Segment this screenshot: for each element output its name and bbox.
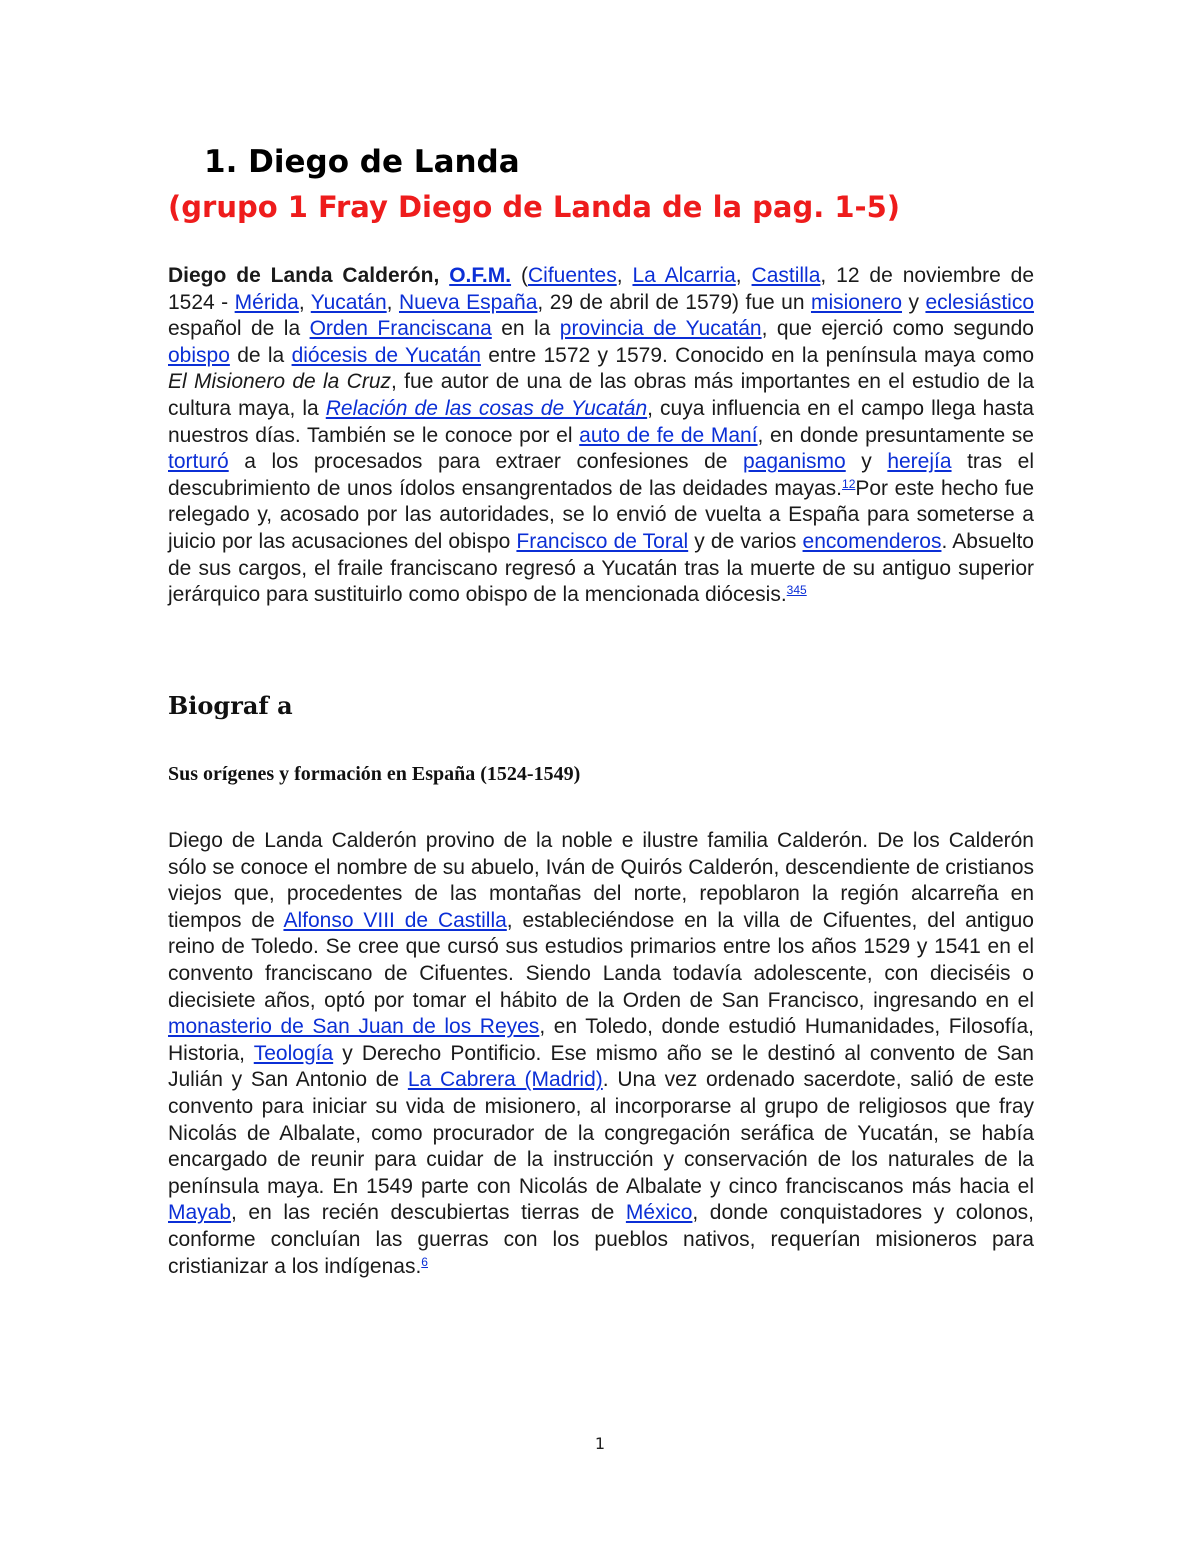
document-subtitle: (grupo 1 Fray Diego de Landa de la pag. 1-5) bbox=[168, 190, 901, 224]
link-la-cabrera[interactable]: La Cabrera (Madrid) bbox=[407, 1068, 603, 1092]
link-eclesiastico[interactable]: eclesiástico bbox=[925, 290, 1035, 314]
text-run: de la bbox=[229, 343, 292, 367]
link-monasterio-san-juan[interactable]: monasterio de San Juan de los Reyes bbox=[168, 1015, 540, 1039]
ref-345[interactable]: 345 bbox=[786, 583, 807, 598]
link-auto-de-fe[interactable]: auto de fe de Maní bbox=[579, 423, 758, 447]
text-run: Por este hecho fue relegado y, acosado por las autoridades, se lo envió de vuelta a España para someterse a juicio por las acusaciones del obispo bbox=[168, 476, 1034, 553]
text-run: , donde conquistadores y colonos, conforme concluían las guerras con los pueblos nativos, requerían misioneros para cristianizar a los indígenas. bbox=[168, 1201, 1034, 1278]
link-diocesis-yucatan[interactable]: diócesis de Yucatán bbox=[291, 343, 481, 367]
text-run: y bbox=[845, 450, 888, 474]
link-encomenderos[interactable]: encomenderos bbox=[802, 529, 942, 553]
link-mexico[interactable]: México bbox=[625, 1201, 693, 1225]
link-herejia[interactable]: herejía bbox=[887, 450, 952, 474]
link-cifuentes[interactable]: Cifuentes bbox=[527, 264, 617, 287]
link-orden-franciscana[interactable]: Orden Franciscana bbox=[309, 317, 492, 341]
link-relacion[interactable]: Relación de las cosas de Yucatán bbox=[325, 396, 648, 420]
text-run: , en Toledo, donde estudió Humanidades, Filosofía, Historia, bbox=[168, 1015, 1034, 1065]
text-run: español de la bbox=[168, 317, 310, 341]
heading-origenes: Sus orígenes y formación en España (1524-1549) bbox=[168, 763, 581, 785]
text-run: , estableciéndose en la villa de Cifuentes, del antiguo reino de Toledo. Se cree que cursó sus estudios primarios entre los años 1529 y 1541 en el convento franciscano de Cifuentes. Siendo Landa todavía adolescente, con dieciséis o diecisiete años, optó por tomar el hábito de la Orden de San Francisco, ingresando en el bbox=[168, 908, 1034, 1012]
text-run: , en donde presuntamente se bbox=[757, 423, 1034, 447]
text-run: , fue autor de una de las obras más importantes en el estudio de la cultura maya, la bbox=[168, 370, 1035, 420]
text-run: tras el descubrimiento de unos ídolos ensangrentados de las deidades mayas. bbox=[168, 450, 1034, 500]
link-alfonso-viii[interactable]: Alfonso VIII de Castilla bbox=[283, 908, 507, 932]
text-run: en la bbox=[491, 317, 560, 341]
text-run: , 29 de abril de 1579) fue un bbox=[537, 290, 811, 314]
link-ofm[interactable]: O.F.M. bbox=[449, 264, 512, 287]
text-run: ( bbox=[511, 264, 528, 287]
link-francisco-de-toral[interactable]: Francisco de Toral bbox=[516, 529, 689, 553]
document-title: 1. Diego de Landa bbox=[204, 144, 520, 180]
text-run: entre 1572 y 1579. Conocido en la península maya como bbox=[480, 343, 1034, 367]
link-merida[interactable]: Mérida bbox=[234, 290, 299, 314]
link-obispo[interactable]: obispo bbox=[168, 343, 230, 367]
text-run: , cuya influencia en el campo llega hasta nuestros días. También se le conoce por el bbox=[168, 396, 1034, 447]
subject-name: Diego de Landa Calderón, bbox=[168, 264, 440, 287]
page-number: 1 bbox=[594, 1434, 606, 1453]
text-run: , bbox=[386, 290, 399, 314]
link-teologia[interactable]: Teología bbox=[253, 1041, 334, 1065]
link-la-alcarria[interactable]: La Alcarria bbox=[632, 264, 736, 287]
link-provincia-yucatan[interactable]: provincia de Yucatán bbox=[559, 317, 762, 341]
ref-12[interactable]: 12 bbox=[842, 476, 856, 491]
text-run: , que ejerció como segundo bbox=[761, 317, 1034, 341]
link-castilla[interactable]: Castilla bbox=[751, 264, 821, 287]
text-run: . Absuelto de sus cargos, el fraile franciscano regresó a Yucatán tras la muerte de su antiguo superior jerárquico para sustituirlo como obispo de la mencionada diócesis. bbox=[168, 529, 1034, 607]
text-run: a los procesados para extraer confesiones de bbox=[228, 450, 743, 474]
text-run: , bbox=[735, 264, 752, 287]
text-run: y de varios bbox=[688, 529, 803, 553]
text-run: y Derecho Pontificio. Ese mismo año se le destinó al convento de San Julián y San Antonio de bbox=[168, 1041, 1034, 1092]
link-paganismo[interactable]: paganismo bbox=[743, 450, 846, 474]
ref-6[interactable]: 6 bbox=[421, 1254, 428, 1269]
origins-paragraph bbox=[168, 828, 1034, 1280]
link-misionero[interactable]: misionero bbox=[810, 290, 903, 314]
link-yucatan[interactable]: Yucatán bbox=[310, 290, 387, 314]
text-run: y bbox=[902, 290, 926, 314]
intro-paragraph bbox=[168, 263, 1034, 609]
text-run: , en las recién descubiertas tierras de bbox=[231, 1201, 626, 1225]
text-run: Diego de Landa Calderón provino de la noble e ilustre familia Calderón. De los Calderón sólo se conoce el nombre de su abuelo, Iván de Quirós Calderón, descendiente de cristianos viejos que, procedentes de las montañas del norte, repoblaron la región alcarreña en tiempos de bbox=[168, 829, 1034, 932]
text-run: . Una vez ordenado sacerdote, salió de este convento para iniciar su vida de misionero, al incorporarse al grupo de religiosos que fray Nicolás de Albalate, como procurador de la congregación seráfica de Yucatán, se había encargado de reunir para cuidar de la instrucción y conservación de los naturales de la península maya. En 1549 parte con Nicolás de Albalate y cinco franciscanos más hacia el bbox=[168, 1068, 1034, 1198]
text-run: , 12 de noviembre de 1524 - bbox=[168, 264, 1035, 314]
heading-biografia: Biograf a bbox=[168, 691, 293, 720]
link-torturo[interactable]: torturó bbox=[168, 450, 229, 474]
nickname: El Misionero de la Cruz bbox=[168, 370, 392, 394]
text-run: , bbox=[616, 264, 633, 287]
text-run: , bbox=[298, 290, 311, 314]
link-mayab[interactable]: Mayab bbox=[168, 1201, 232, 1225]
link-nueva-espana[interactable]: Nueva España bbox=[398, 290, 538, 314]
